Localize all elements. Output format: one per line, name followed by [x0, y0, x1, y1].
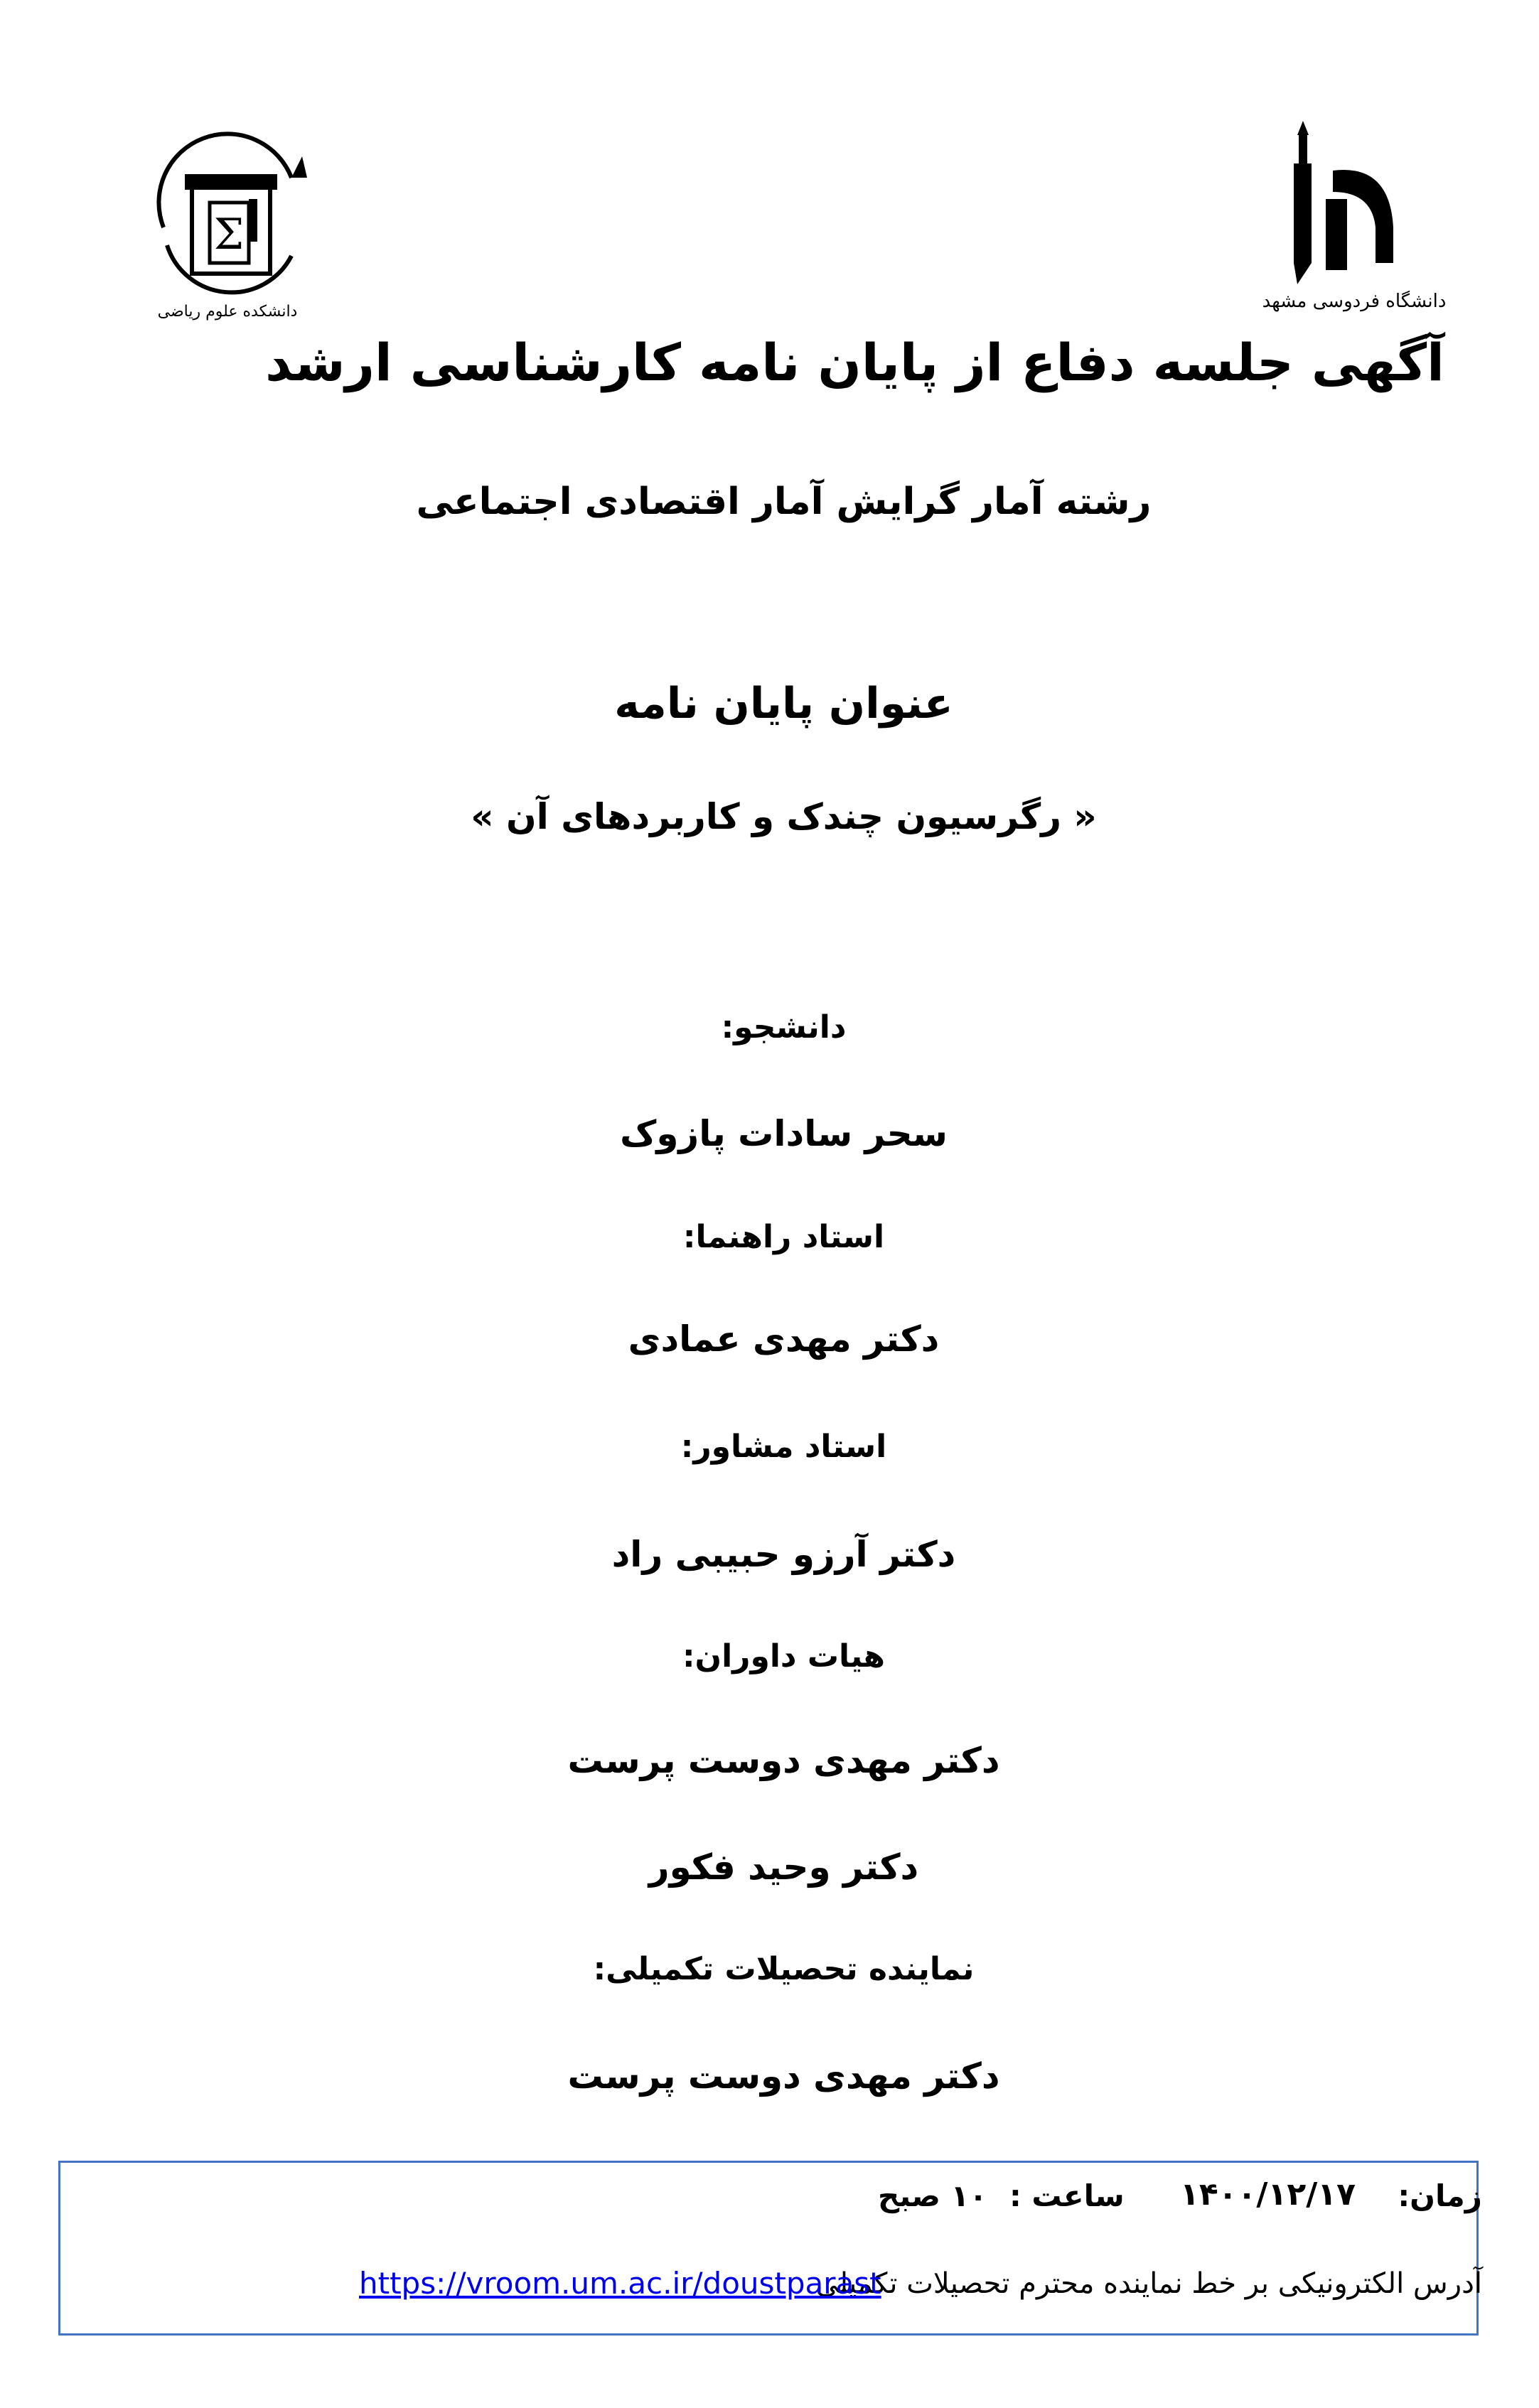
svg-text:دانشگاه فردوسی مشهد: دانشگاه فردوسی مشهد	[1262, 291, 1447, 312]
advisor-label: استاد مشاور:	[680, 1429, 887, 1465]
defense-time: ۱۰ صبح	[878, 2178, 987, 2213]
online-session-link[interactable]: https://vroom.um.ac.ir/doustparast	[359, 2266, 881, 2301]
supervisor-label: استاد راهنما:	[682, 1219, 885, 1255]
jury-label: هیات داوران:	[682, 1638, 886, 1675]
svg-text:دانشکده علوم ریاضی: دانشکده علوم ریاضی	[157, 303, 298, 321]
time-label: ساعت :	[1009, 2178, 1125, 2213]
online-address-text: آدرس الکترونیکی بر خط نماینده محترم تحصیلات تکمیلی	[815, 2267, 1482, 2300]
graduate-rep-name: دکتر مهدی دوست پرست	[567, 2055, 1000, 2097]
field-of-study: رشته آمار گرایش آمار اقتصادی اجتماعی	[416, 480, 1152, 523]
thesis-title: « رگرسیون چندک و کاربردهای آن »	[471, 796, 1097, 837]
svg-text:Σ: Σ	[213, 210, 245, 259]
supervisor-name: دکتر مهدی عمادی	[628, 1318, 940, 1360]
defense-date: ۱۴۰۰/۱۲/۱۷	[1180, 2176, 1356, 2213]
jury-member: دکتر وحید فکور	[648, 1847, 919, 1888]
student-label: دانشجو:	[721, 1009, 847, 1046]
graduate-rep-label: نماینده تحصیلات تکمیلی:	[593, 1951, 975, 1987]
faculty-logo	[142, 121, 320, 327]
faculty-sigma-book-icon	[142, 121, 320, 327]
date-label: زمان:	[1398, 2178, 1482, 2213]
student-name: سحر سادات پازوک	[620, 1113, 948, 1154]
ferdowsi-pen-icon	[1262, 121, 1447, 313]
advisor-name: دکتر آرزو حبیبی راد	[611, 1534, 956, 1575]
university-logo	[1262, 121, 1447, 313]
jury-member: دکتر مهدی دوست پرست	[567, 1740, 1000, 1781]
announcement-title: آگهی جلسه دفاع از پایان نامه کارشناسی ارشد	[265, 333, 1444, 392]
thesis-heading: عنوان پایان نامه	[614, 679, 953, 729]
